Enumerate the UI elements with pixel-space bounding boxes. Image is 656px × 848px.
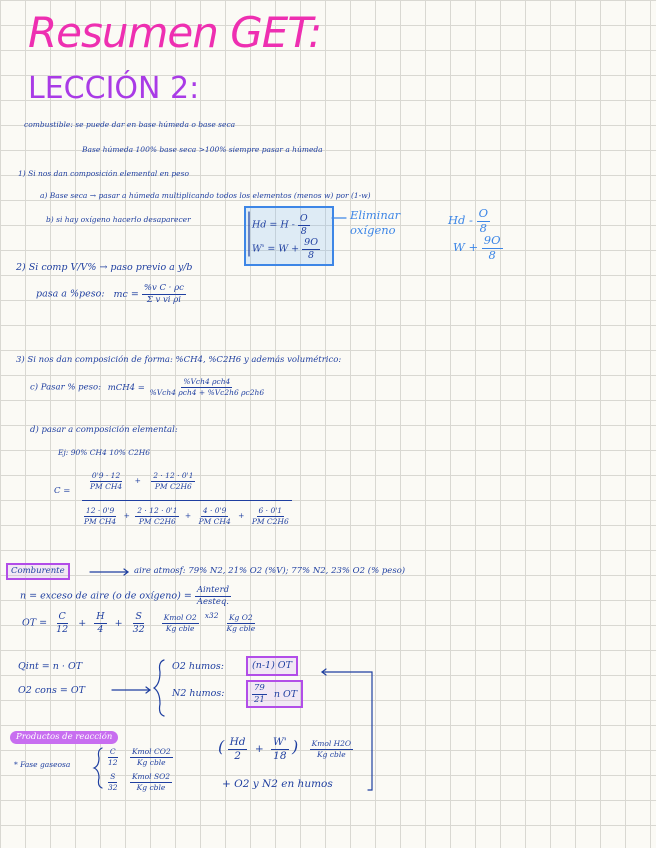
h2o-unit: [310, 740, 353, 758]
c-frac-2-num: 2 · 12 · 0'1: [153, 471, 194, 480]
o2-cons-line: O2 cons = OT: [18, 685, 86, 696]
section-1-a: a) Base seca → pasar a húmeda multiplicando todos los elementos (menos w) por (1-w): [40, 191, 371, 200]
ot-frac-h-num: H: [96, 611, 105, 622]
hd-fraction-num: O: [299, 213, 308, 224]
c-frac-4: [135, 507, 179, 525]
qint-line: Qint = n · OT: [18, 661, 83, 672]
c-frac-6: [250, 507, 291, 525]
c-frac-4-num: 2 · 12 · 0'1: [137, 506, 178, 515]
comburente-label: Comburente: [6, 563, 70, 580]
n2-fraction-den: 21: [254, 694, 265, 705]
ot-formula: [22, 612, 257, 634]
plus-sign: +: [78, 617, 87, 629]
section-2-num: %v C · ρc: [143, 283, 184, 293]
exceso-line: [20, 586, 231, 606]
c-frac-4-den: PM C2H6: [138, 516, 176, 526]
c-frac-1-den: PM CH4: [90, 481, 123, 491]
section-3-c-lhs: c) Pasar % peso:: [30, 382, 101, 393]
c-frac-5-num: 4 · 0'9: [202, 506, 227, 515]
productos-label: Productos de reacción: [10, 731, 118, 744]
eliminar-note: Eliminar: [350, 208, 401, 222]
ot-frac-c-num: C: [58, 611, 66, 622]
h2o-close-paren: ): [292, 737, 299, 756]
humos-connector-arrowhead: [322, 669, 326, 675]
section-3-c-fraction: [148, 378, 266, 396]
hd-formula-lhs: Hd = H -: [252, 219, 295, 231]
intro-line-2: Base húmeda 100% base seca >100% siempre pasar a húmeda: [82, 145, 323, 154]
n2-humos-value: [246, 680, 303, 708]
x32-label: x32: [204, 611, 219, 620]
c-frac-1: [88, 472, 124, 490]
so2-frac-den: 32: [108, 782, 118, 792]
c-frac-5-den: PM CH4: [198, 516, 231, 526]
so2-frac-num: S: [110, 772, 116, 781]
exceso-text: n = exceso de aire (o de oxígeno) =: [20, 590, 192, 602]
c-denominator-row: [82, 507, 291, 525]
ot-unit-1-den: Kg cble: [165, 623, 195, 633]
co2-row: [106, 748, 173, 766]
w-formula-lhs: W' = W +: [252, 243, 300, 255]
ot-frac-c-den: 12: [56, 623, 69, 635]
oxygen-formula-box: [244, 206, 334, 266]
co2-unit: [130, 748, 173, 766]
section-1-b: b) si hay oxígeno hacerlo desaparecer: [46, 215, 191, 224]
comburente-text: aire atmosf: 79% N2, 21% O2 (%V); 77% N2, 23% O2 (% peso): [134, 566, 406, 576]
so2-row: [106, 773, 172, 791]
w-fraction-den: 8: [308, 249, 315, 261]
so2-unit-num: Kmol SO2: [131, 772, 171, 781]
c-label: C =: [54, 486, 71, 496]
plus-sign: +: [238, 511, 245, 520]
h2o-row: [218, 737, 353, 761]
c-frac-2-den: PM C2H6: [154, 481, 192, 491]
side-w-den: 8: [488, 247, 496, 262]
co2-frac: [106, 748, 120, 766]
section-3-heading: 3) Si nos dan composición de forma: %CH4, %C2H6 y además volumétrico:: [16, 355, 342, 365]
ot-lhs: OT =: [22, 617, 48, 629]
h2o-frac-w-num: W': [272, 736, 287, 748]
section-3-c-num: %Vch4 ρch4: [183, 377, 231, 386]
co2-frac-den: 12: [108, 757, 118, 767]
n2-fraction-num: 79: [254, 683, 265, 693]
humos-connector: [322, 672, 372, 790]
hd-fraction: [298, 214, 310, 236]
h2o-frac-hd-num: Hd: [229, 736, 246, 748]
c-frac-3-num: 12 · 0'9: [85, 506, 115, 515]
ot-unit-2: [225, 614, 258, 632]
section-2-den: Σ v vi ρi: [146, 294, 181, 305]
h2o-plus: +: [254, 743, 264, 755]
h2o-frac-hd-den: 2: [234, 749, 241, 762]
ot-unit-1-num: Kmol O2: [163, 613, 197, 622]
section-2-formula: [36, 284, 186, 304]
h2o-frac-w-den: 18: [273, 749, 287, 762]
o2-humos-value: (n-1) OT: [246, 656, 298, 676]
co2-unit-num: Kmol CO2: [131, 747, 171, 756]
w-fraction: [302, 238, 320, 260]
h2o-frac-hd: [228, 737, 248, 761]
section-1-heading: 1) Si nos dan composición elemental en peso: [18, 169, 189, 178]
n2-humos-label: N2 humos:: [172, 688, 225, 699]
humos-brace: [154, 660, 164, 716]
plus-sign: +: [134, 476, 141, 485]
ot-frac-c: [54, 612, 70, 634]
co2-frac-num: C: [109, 747, 116, 756]
c-frac-5: [197, 507, 233, 525]
section-3-c: [30, 378, 266, 396]
w-fraction-num: 9O: [304, 237, 318, 248]
h2o-open-paren: (: [218, 737, 225, 756]
plus-sign: +: [114, 617, 123, 629]
o2-n2-humos: + O2 y N2 en humos: [222, 778, 333, 790]
ot-frac-h: [94, 612, 106, 634]
co2-unit-den: Kg cble: [136, 757, 166, 767]
lesson-heading: LECCIÓN 2:: [28, 71, 200, 106]
h2o-frac-w: [271, 737, 289, 761]
c-frac-1-num: 0'9 · 12: [91, 471, 121, 480]
ot-frac-s-num: S: [135, 611, 142, 622]
page-title: Resumen GET:: [28, 8, 322, 57]
so2-unit-den: Kg cble: [136, 782, 166, 792]
side-hd-den: 8: [479, 220, 487, 235]
n2-fraction: [252, 684, 267, 704]
side-w-num: 9O: [483, 233, 501, 247]
exceso-fraction: [195, 586, 231, 606]
section-2-heading: 2) Si comp V/V% → paso previo a y/b: [16, 262, 193, 273]
hd-fraction-den: 8: [300, 225, 307, 237]
ot-unit-2-num: Kg O2: [228, 613, 253, 622]
c-main-fraction-bar: [82, 500, 292, 501]
c-frac-2: [151, 472, 195, 490]
exceso-num: Ainterd: [196, 585, 230, 595]
section-2-lhs: pasa a %peso:: [36, 288, 105, 300]
side-hd-fraction: [477, 208, 490, 234]
side-w-lhs: W +: [453, 240, 479, 254]
ot-unit-1: [162, 614, 199, 632]
c-numerator-row: [88, 472, 195, 490]
o2-cons-arrowhead: [146, 687, 150, 693]
so2-frac: [106, 773, 120, 791]
oxigeno-note: oxígeno: [350, 223, 396, 237]
side-hd-lhs: Hd -: [448, 213, 473, 227]
ot-frac-s: [131, 612, 147, 634]
hd-formula: [252, 214, 310, 236]
section-3-c-den: %Vch4 ρch4 + %Vc2h6 ρc2h6: [149, 387, 265, 397]
ot-frac-s-den: 32: [132, 623, 145, 635]
side-hd-num: O: [478, 206, 489, 220]
intro-line-1: combustible: se puede dar en base húmeda o base seca: [24, 120, 236, 129]
c-frac-6-num: 6 · 0'1: [258, 506, 283, 515]
n2-tail: n OT: [273, 688, 298, 700]
so2-unit: [130, 773, 172, 791]
plus-sign: +: [184, 511, 192, 520]
plus-sign: +: [123, 511, 130, 520]
ot-unit-2-den: Kg cble: [226, 623, 256, 633]
side-w-fraction: [482, 235, 503, 261]
side-w-formula: [453, 235, 503, 261]
side-hd-formula: [448, 208, 490, 234]
section-2-eq: mc =: [113, 288, 139, 300]
comburente-arrowhead: [124, 569, 128, 575]
exceso-den: Aesteq.: [196, 596, 230, 607]
section-3-d: d) pasar a composición elemental:: [30, 425, 178, 435]
ot-frac-h-den: 4: [97, 623, 104, 635]
w-formula: [252, 238, 320, 260]
fase-brace: [94, 748, 102, 788]
section-3-c-eq: mCH4 =: [107, 382, 145, 393]
section-3-example: Ej: 90% CH4 10% C2H6: [58, 448, 151, 457]
c-frac-3-den: PM CH4: [84, 516, 117, 526]
o2-humos-label: O2 humos:: [172, 661, 224, 672]
h2o-unit-num: Kmol H2O: [311, 739, 352, 748]
section-2-fraction: [142, 284, 186, 304]
c-frac-6-den: PM C2H6: [251, 516, 289, 526]
h2o-unit-den: Kg cble: [317, 749, 346, 759]
fase-gaseosa: * Fase gaseosa: [14, 760, 71, 769]
c-frac-3: [82, 507, 118, 525]
